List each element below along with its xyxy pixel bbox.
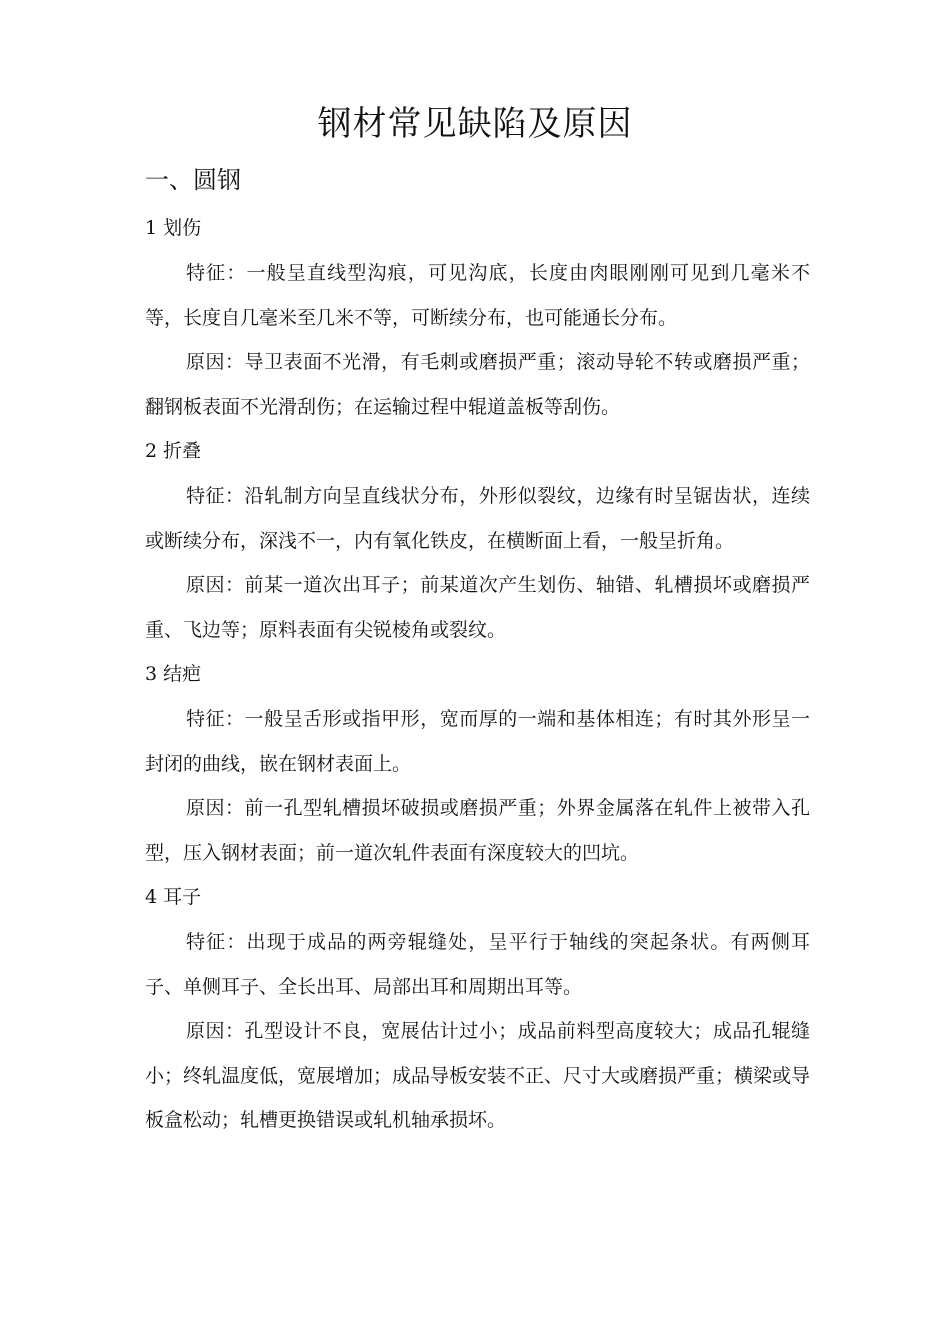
defect-feature-scratch: 特征：一般呈直线型沟痕，可见沟底，长度由肉眼刚刚可见到几毫米不等，长度自几毫米至几米不等，可断续分布，也可能通长分布。 [145,262,810,329]
defect-feature-scab: 特征：一般呈舌形或指甲形，宽而厚的一端和基体相连；有时其外形呈一封闭的曲线，嵌在钢材表面上。 [145,708,810,775]
defect-cause-fin: 原因：孔型设计不良，宽展估计过小；成品前料型高度较大；成品孔辊缝小；终轧温度低，宽展增加；成品导板安装不正、尺寸大或磨损严重；横梁或导板盒松动；轧槽更换错误或轧机轴承损坏。 [145,1020,811,1131]
defect-cause-scratch: 原因：导卫表面不光滑，有毛刺或磨损严重；滚动导轮不转或磨损严重；翻钢板表面不光滑刮伤；在运输过程中辊道盖板等刮伤。 [145,351,810,418]
document-title: 钢材常见缺陷及原因 [317,104,633,144]
defect-cause-fold: 原因：前某一道次出耳子；前某道次产生划伤、轴错、轧槽损坏或磨损严重、飞边等；原料表面有尖锐棱角或裂纹。 [145,574,810,641]
defect-heading-scratch: 1 划伤 [145,217,202,239]
defect-feature-fin: 特征：出现于成品的两旁辊缝处，呈平行于轴线的突起条状。有两侧耳子、单侧耳子、全长出耳、局部出耳和周期出耳等。 [145,931,810,998]
defect-heading-fold: 2 折叠 [145,440,202,462]
defect-heading-fin: 4 耳子 [145,886,202,908]
defect-feature-fold: 特征：沿轧制方向呈直线状分布，外形似裂纹，边缘有时呈锯齿状，连续或断续分布，深浅不一，内有氧化铁皮，在横断面上看，一般呈折角。 [145,485,810,552]
defect-cause-scab: 原因：前一孔型轧槽损坏破损或磨损严重；外界金属落在轧件上被带入孔型，压入钢材表面；前一道次轧件表面有深度较大的凹坑。 [145,797,810,864]
section-heading: 一、圆钢 [145,166,241,194]
defect-heading-scab: 3 结疤 [145,663,202,685]
